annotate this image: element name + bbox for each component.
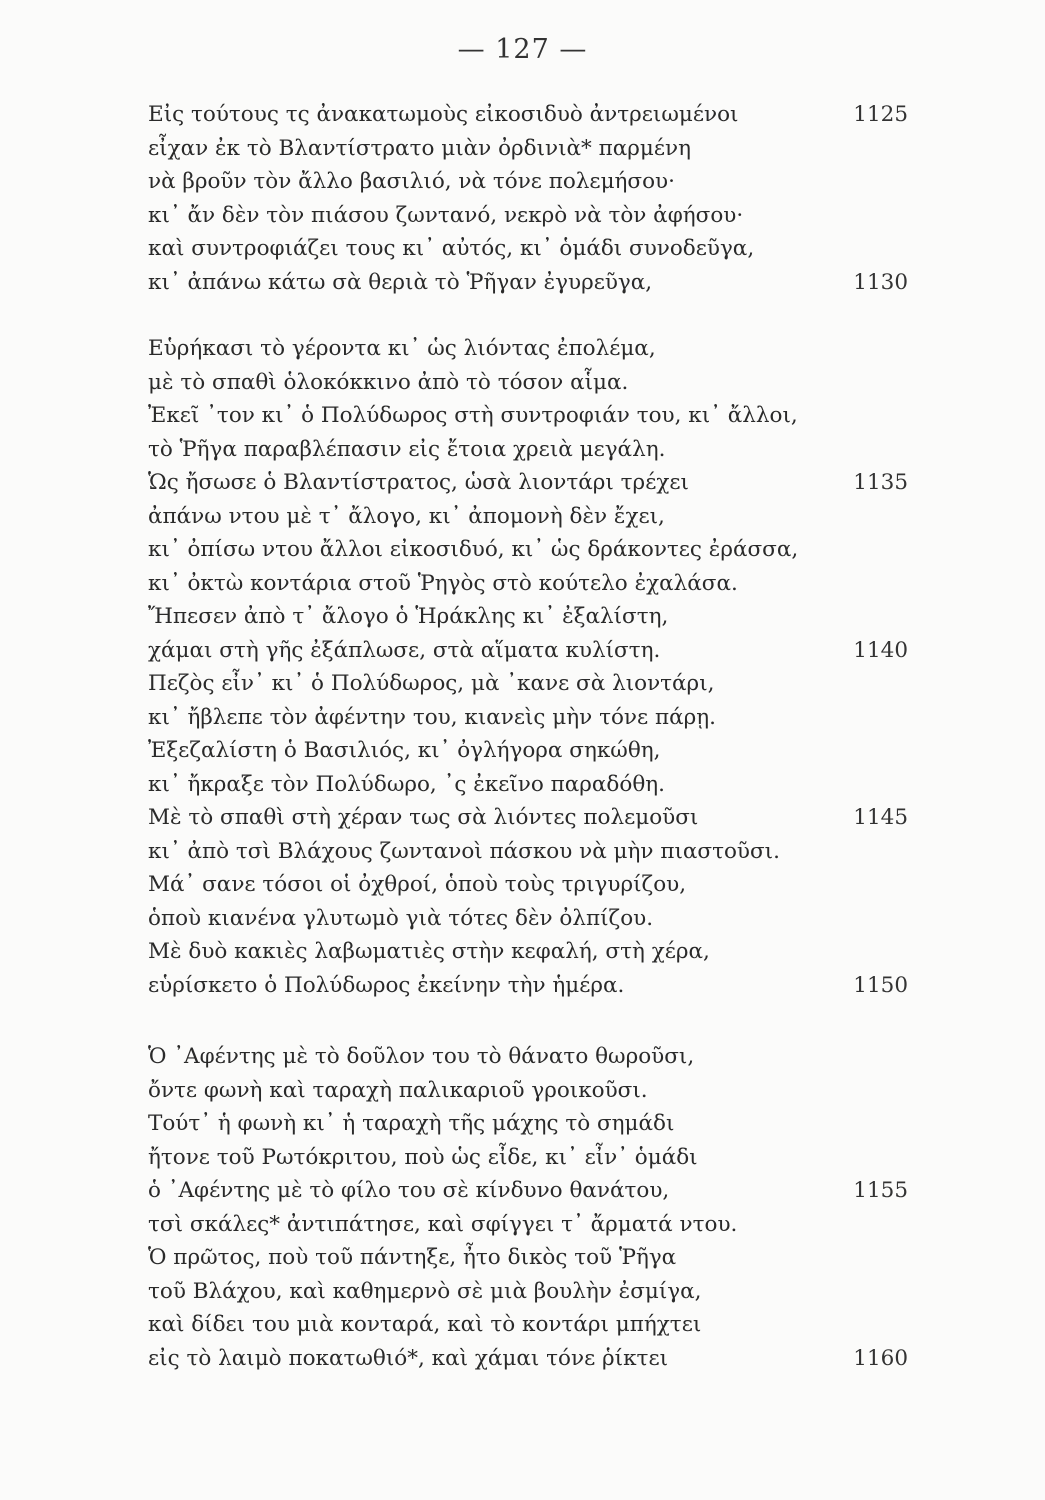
verse-line: [148, 500, 908, 534]
verse-text: Πεζὸς εἶν᾿ κι᾿ ὁ Πολύδωρος, μὰ ᾿κανε σὰ λιοντάρι,: [148, 671, 715, 696]
verse-line: [148, 1275, 908, 1309]
line-number: 1125: [853, 102, 908, 127]
verse-line: [148, 969, 908, 1003]
verse-text: Ὡς ἤσωσε ὁ Βλαντίστρατος, ὡσὰ λιοντάρι τρέχει: [148, 470, 689, 495]
verse-line: [148, 466, 908, 500]
verse-text: κι᾿ ὀκτὼ κοντάρια στοῦ Ῥηγὸς στὸ κούτελο ἐχαλάσα.: [148, 570, 738, 596]
verse-text: νὰ βροῦν τὸν ἄλλο βασιλιό, νὰ τόνε πολεμήσου·: [148, 169, 675, 194]
verse-text: καὶ δίδει του μιὰ κονταρά, καὶ τὸ κοντάρι μπήχτει: [148, 1312, 702, 1337]
verse-line: [148, 533, 908, 567]
verse-text: Ὁ πρῶτος, ποὺ τοῦ πάντηξε, ἦτο δικὸς τοῦ Ῥῆγα: [148, 1245, 677, 1270]
verse-line: [148, 835, 908, 869]
verse-line: [148, 935, 908, 969]
verse-text: ἀπάνω ντου μὲ τ᾿ ἄλογο, κι᾿ ἀπομονὴ δὲν ἔχει,: [148, 503, 665, 529]
verse-line: [148, 1174, 908, 1208]
verse-line: [148, 399, 908, 433]
verse-text: ὁποὺ κιανένα γλυτωμὸ γιὰ τότες δὲν ὀλπίζου.: [148, 905, 654, 931]
verse-line: [148, 868, 908, 902]
line-number: 1150: [853, 972, 908, 998]
line-number: 1135: [853, 470, 908, 495]
verse-text: Εὑρήκασι τὸ γέροντα κι᾿ ὡς λιόντας ἐπολέμα,: [148, 336, 656, 361]
verse-line: [148, 567, 908, 601]
verse-line: [148, 1308, 908, 1342]
verse-text: ἤτονε τοῦ Ρωτόκριτου, ποὺ ὡς εἶδε, κι᾿ εἶν᾿ ὁμάδι: [148, 1144, 698, 1170]
verse-line: [148, 132, 908, 166]
verse-line: [148, 165, 908, 199]
line-number: 1160: [853, 1345, 908, 1371]
stanza-2: [148, 332, 908, 1002]
verse-text: εἶχαν ἐκ τὸ Βλαντίστρατο μιὰν ὀρδινιὰ* παρμένη: [148, 135, 691, 161]
verse-text: χάμαι στὴ γῆς ἐξάπλωσε, στὰ αἵματα κυλίστη.: [148, 637, 661, 663]
verse-text: Μά᾿ σανε τόσοι οἱ ὀχθροί, ὁποὺ τοὺς τριγυρίζου,: [148, 872, 687, 897]
verse-line: [148, 1040, 908, 1074]
verse-text: εἰς τὸ λαιμὸ ποκατωθιό*, καὶ χάμαι τόνε ῥίκτει: [148, 1345, 669, 1371]
verse-line: [148, 1241, 908, 1275]
verse-line: [148, 266, 908, 300]
verse-text: τοῦ Βλάχου, καὶ καθημερνὸ σὲ μιὰ βουλὴν ἐσμίγα,: [148, 1278, 702, 1304]
verse-text: κι᾿ ἤβλεπε τὸν ἀφέντην του, κιανεὶς μὴν τόνε πάρῃ.: [148, 704, 716, 730]
verse-line: [148, 98, 908, 132]
verse-line: [148, 734, 908, 768]
verse-line: [148, 701, 908, 735]
verse-text: Τούτ᾿ ἡ φωνὴ κι᾿ ἡ ταραχὴ τῆς μάχης τὸ σημάδι: [148, 1111, 675, 1136]
verse-text: Εἰς τούτους τς ἀνακατωμοὺς εἰκοσιδυὸ ἀντρειωμένοι: [148, 102, 739, 127]
verse-text: Ὁ ᾿Αφέντης μὲ τὸ δοῦλον του τὸ θάνατο θωροῦσι,: [148, 1044, 695, 1069]
verse-text: Μὲ δυὸ κακιὲς λαβωματιὲς στὴν κεφαλή, στὴ χέρα,: [148, 939, 710, 964]
verse-line: [148, 1107, 908, 1141]
verse-line: [148, 232, 908, 266]
verse-line: [148, 433, 908, 467]
verse-line: [148, 667, 908, 701]
verse-text: μὲ τὸ σπαθὶ ὁλοκόκκινο ἀπὸ τὸ τόσον αἷμα.: [148, 369, 629, 395]
verse-text: Ἐκεῖ ᾿τον κι᾿ ὁ Πολύδωρος στὴ συντροφιάν του, κι᾿ ἄλλοι,: [148, 403, 798, 428]
stanza-3: [148, 1040, 908, 1375]
verse-line: [148, 1342, 908, 1376]
stanza-1: [148, 98, 908, 299]
verse-text: Ἤπεσεν ἀπὸ τ᾿ ἄλογο ὁ Ἡράκλης κι᾿ ἐξαλίστη,: [148, 604, 669, 629]
line-number: 1145: [853, 805, 908, 830]
verse-text: Μὲ τὸ σπαθὶ στὴ χέραν τως σὰ λιόντες πολεμοῦσι: [148, 805, 699, 830]
verse-line: [148, 1141, 908, 1175]
line-number: 1155: [853, 1178, 908, 1203]
verse-text: Ἐξεζαλίστη ὁ Βασιλιός, κι᾿ ὀγλήγορα σηκώθη,: [148, 738, 661, 763]
verse-text: κι᾿ ἀπὸ τσὶ Βλάχους ζωντανοὶ πάσκου νὰ μὴν πιαστοῦσι.: [148, 838, 780, 864]
verse-line: [148, 1074, 908, 1108]
verse-line: [148, 332, 908, 366]
verse-line: [148, 199, 908, 233]
page-number: — 127 —: [457, 34, 588, 65]
verse-text: καὶ συντροφιάζει τους κι᾿ αὐτός, κι᾿ ὁμάδι συνοδεῦγα,: [148, 236, 755, 261]
verse-text: κι᾿ ἀπάνω κάτω σὰ θεριὰ τὸ Ῥῆγαν ἐγυρεῦγα,: [148, 269, 653, 295]
verse-text: ὁ ᾿Αφέντης μὲ τὸ φίλο του σὲ κίνδυνο θανάτου,: [148, 1178, 670, 1203]
line-number: 1140: [853, 637, 908, 663]
verse-text: κι᾿ ἤκραξε τὸν Πολύδωρο, ᾿ς ἐκεῖνο παραδόθη.: [148, 771, 665, 797]
verse-line: [148, 600, 908, 634]
verse-line: [148, 366, 908, 400]
verse-text: κι᾿ ἄν δὲν τὸν πιάσου ζωντανό, νεκρὸ νὰ τὸν ἀφήσου·: [148, 202, 744, 228]
verse-line: [148, 1208, 908, 1242]
line-number: 1130: [853, 269, 908, 295]
verse-line: [148, 768, 908, 802]
verse-text: ὄντε φωνὴ καὶ ταραχὴ παλικαριοῦ γροικοῦσι.: [148, 1077, 648, 1103]
verse-text: εὑρίσκετο ὁ Πολύδωρος ἐκείνην τὴν ἡμέρα.: [148, 972, 625, 998]
verse-line: [148, 801, 908, 835]
verse-line: [148, 902, 908, 936]
verse-line: [148, 634, 908, 668]
verse-text: τσὶ σκάλες* ἀντιπάτησε, καὶ σφίγγει τ᾿ ἄρματά ντου.: [148, 1211, 738, 1237]
verse-text: τὸ Ῥῆγα παραβλέπασιν εἰς ἔτοια χρειὰ μεγάλη.: [148, 436, 666, 462]
verse-text: κι᾿ ὀπίσω ντου ἄλλοι εἰκοσιδυό, κι᾿ ὡς δράκοντες ἐράσσα,: [148, 537, 799, 562]
